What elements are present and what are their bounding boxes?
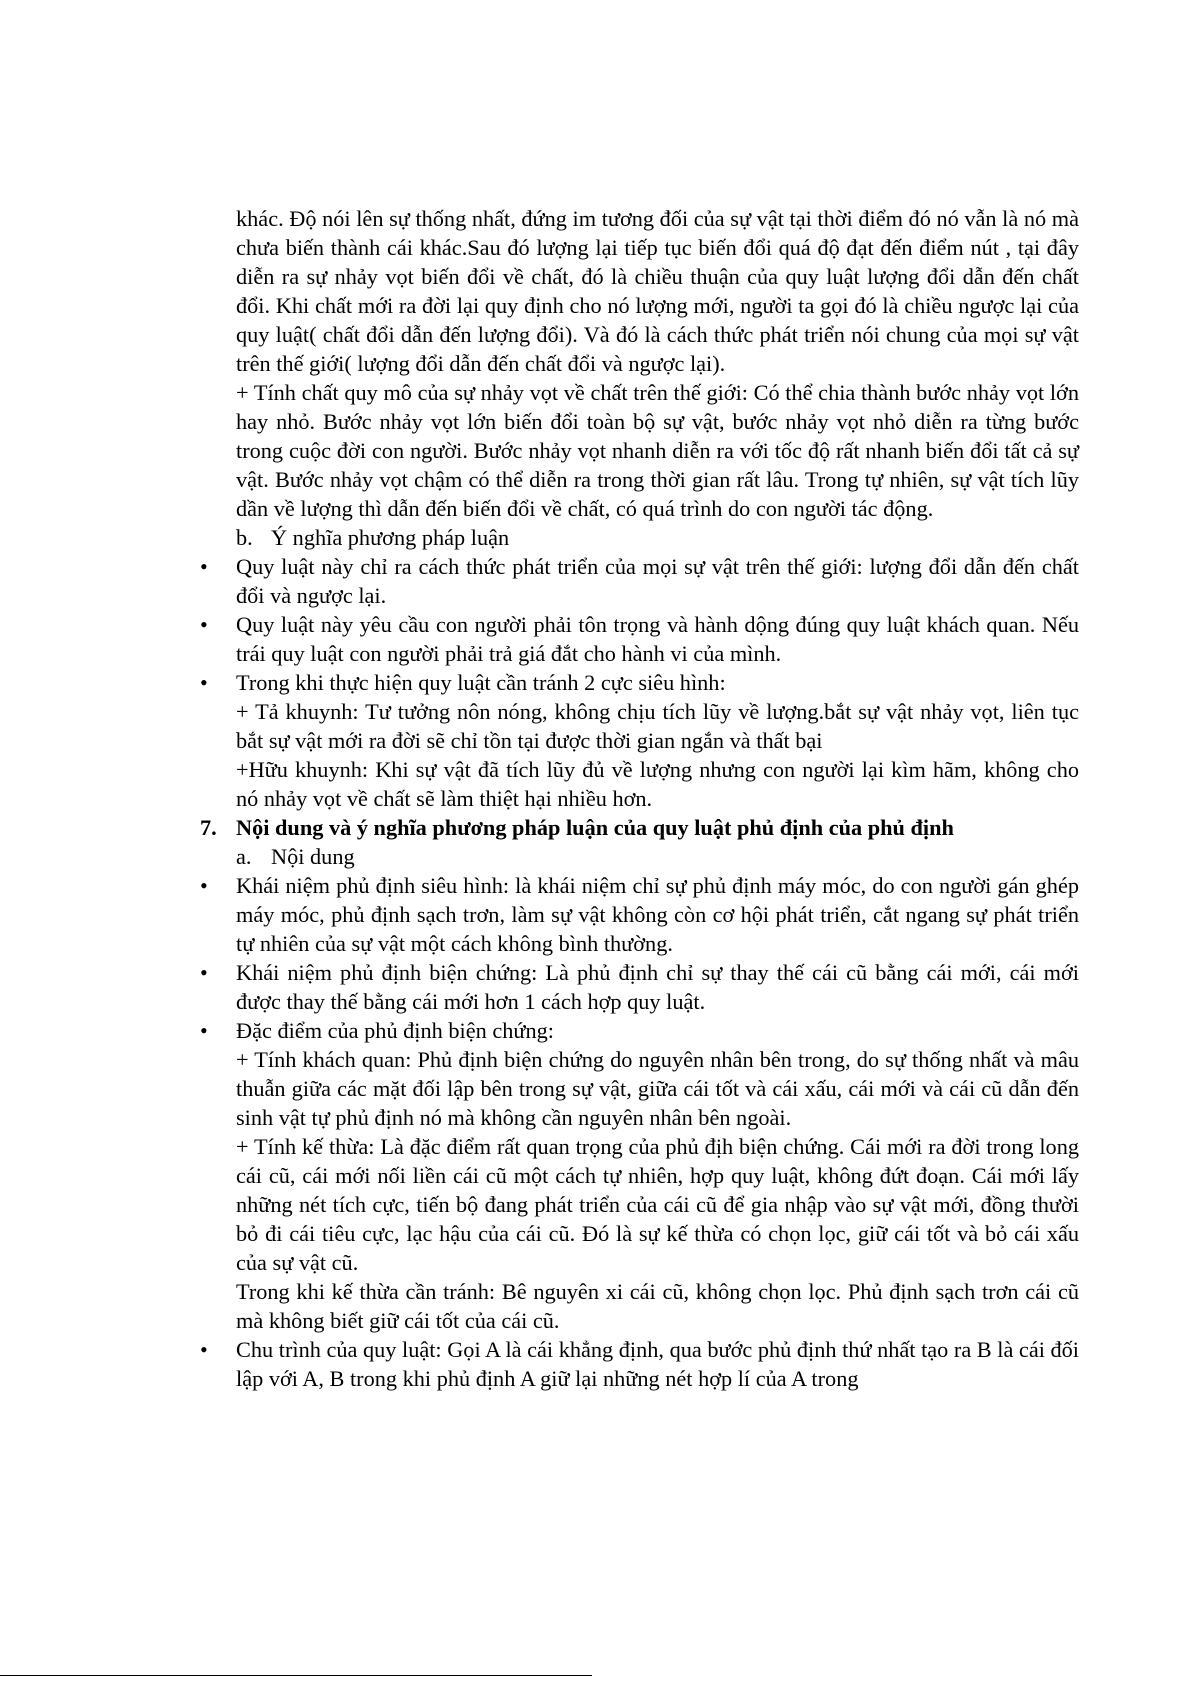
bullet-icon: •: [200, 873, 208, 898]
subheading-a-letter: a.: [236, 844, 252, 869]
intro-paragraph: khác. Độ nói lên sự thống nhất, đứng im tương đối của sự vật tại thời điểm đó nó vẫn là nó mà chưa biến thành cái khác.Sau đó lượng lại tiếp tục biến đổi quá độ đạt đến điểm nút , tại đây diễn ra sự nhảy vọt biến đổi về chất, đó là chiều thuận của quy luật lượng đổi dẫn đến chất đổi. Khi chất mới ra đời lại quy định cho nó lượng mới, người ta gọi đó là chiều ngược lại của quy luật( chất đổi dẫn đến lượng đổi). Và đó là cách thức phát triển nói chung của mọi sự vật trên thế giới( lượng đổi dẫn đến chất đổi và ngược lại).: [236, 206, 1079, 376]
inheritance-paragraph: + Tính kế thừa: Là đặc điểm rất quan trọng của phủ địh biện chứng. Cái mới ra đời trong long cái cũ, cái mới nối liền cái cũ một cách tự nhiên, hợp quy luật, không đứt đoạn. Cái mới lấy những nét tích cực, tiến bộ đang phát triển của cái cũ để gia nhập vào sự vật mới, đồng thười bỏ đi cái tiêu cực, lạc hậu của cái cũ. Đó là sự kế thừa có chọn lọc, giữ cái tốt và bỏ cái xấu của sự vật cũ.: [236, 1134, 1079, 1275]
bullet-icon: •: [200, 554, 208, 579]
bullet-item: [200, 1016, 1079, 1045]
bullet-icon: •: [200, 670, 208, 695]
right-tendency-paragraph: +Hữu khuynh: Khi sự vật đã tích lũy đủ về lượng nhưng con người lại kìm hãm, không cho nó nhảy vọt về chất sẽ làm thiệt hại nhiều hơn.: [236, 757, 1079, 811]
bullet-icon: •: [200, 960, 208, 985]
document-body: [200, 204, 1079, 1393]
subheading-a: [236, 842, 1079, 871]
bullet-text: Quy luật này yêu cầu con người phải tôn trọng và hành dộng đúng quy luật khách quan. Nếu trái quy luật con người phải trả giá đắt cho hành vi của mình.: [236, 612, 1079, 666]
bullet-icon: •: [200, 1018, 208, 1043]
bullet-item: [200, 552, 1079, 610]
bullet-item: [200, 610, 1079, 668]
avoid-paragraph: Trong khi kế thừa cần tránh: Bê nguyên xi cái cũ, không chọn lọc. Phủ định sạch trơn cái cũ mà không biết giữ cái tốt của cái cũ.: [236, 1279, 1079, 1333]
footer-divider: [0, 1675, 592, 1676]
bullet-item: [200, 958, 1079, 1016]
section-7-title: Nội dung và ý nghĩa phương pháp luận của quy luật phủ định của phủ định: [236, 815, 954, 840]
subheading-b: [236, 523, 1079, 552]
bullet-icon: •: [200, 1337, 208, 1362]
bullet-item: [200, 668, 1079, 697]
section-7-heading: [200, 813, 1079, 842]
bullet-item: [200, 871, 1079, 958]
left-tendency-paragraph: + Tả khuynh: Tư tưởng nôn nóng, không chịu tích lũy về lượng.bắt sự vật nhảy vọt, liên tục bắt sự vật mới ra đời sẽ chỉ tồn tại được thời gian ngắn và thất bại: [236, 699, 1079, 753]
subheading-b-letter: b.: [236, 525, 253, 550]
bullet-text: Quy luật này chỉ ra cách thức phát triển của mọi sự vật trên thế giới: lượng đổi dẫn đến chất đổi và ngược lại.: [236, 554, 1079, 608]
bullet-text: Trong khi thực hiện quy luật cần tránh 2 cực siêu hình:: [236, 670, 726, 695]
bullet-text: Đặc điểm của phủ định biện chứng:: [236, 1018, 554, 1043]
scale-paragraph: + Tính chất quy mô của sự nhảy vọt về chất trên thế giới: Có thể chia thành bước nhảy vọt lớn hay nhỏ. Bước nhảy vọt lớn biến đổi toàn bộ sự vật, bước nhảy vọt nhỏ diễn ra từng bước trong cuộc đời con người. Bước nhảy vọt nhanh diễn ra với tốc độ rất nhanh biến đổi tất cả sự vật. Bước nhảy vọt chậm có thể diễn ra trong thời gian rất lâu. Trong tự nhiên, sự vật tích lũy dần về lượng thì dẫn đến biến đổi về chất, có quá trình do con người tác động.: [236, 380, 1079, 521]
bullet-text: Khái niệm phủ định siêu hình: là khái niệm chỉ sự phủ định máy móc, do con người gán ghép máy móc, phủ định sạch trơn, làm sự vật không còn cơ hội phát triển, cắt ngang sự phát triển tự nhiên của sự vật một cách không bình thường.: [236, 873, 1079, 956]
bullet-item: [200, 1335, 1079, 1393]
subheading-b-title: Ý nghĩa phương pháp luận: [271, 525, 510, 550]
bullet-text: Khái niệm phủ định biện chứng: Là phủ định chỉ sự thay thế cái cũ bằng cái mới, cái mới được thay thế bằng cái mới hơn 1 cách hợp quy luật.: [236, 960, 1079, 1014]
bullet-text: Chu trình của quy luật: Gọi A là cái khẳng định, qua bước phủ định thứ nhất tạo ra B là cái đối lập với A, B trong khi phủ định A giữ lại những nét hợp lí của A trong: [236, 1337, 1079, 1391]
section-7-number: 7.: [200, 815, 217, 840]
objectivity-paragraph: + Tính khách quan: Phủ định biện chứng do nguyên nhân bên trong, do sự thống nhất và mâu thuẫn giữa các mặt đối lập bên trong sự vật, giữa cái tốt và cái xấu, cái mới và cái cũ dẫn đến sinh vật tự phủ định nó mà không cần nguyên nhân bên ngoài.: [236, 1047, 1079, 1130]
bullet-icon: •: [200, 612, 208, 637]
subheading-a-title: Nội dung: [271, 844, 355, 869]
